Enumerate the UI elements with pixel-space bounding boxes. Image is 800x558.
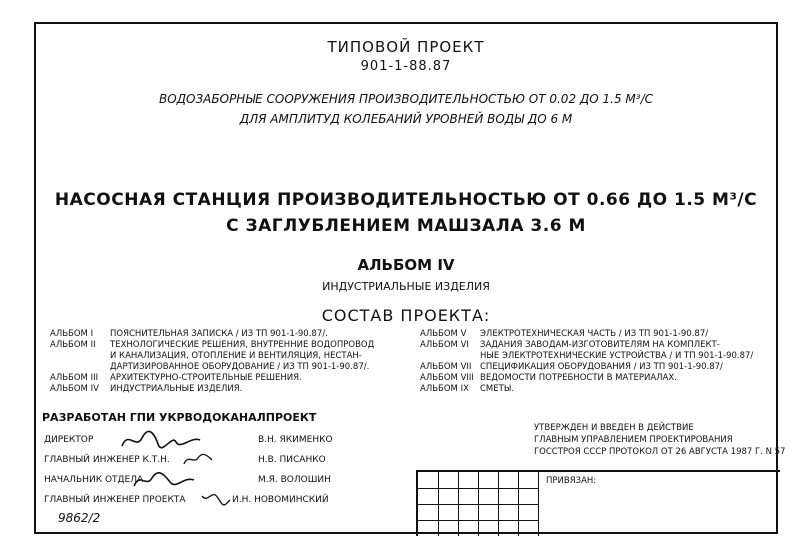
composition-heading: СОСТАВ ПРОЕКТА: [321, 306, 491, 325]
approval-line-3: ГОССТРОЯ СССР ПРОТОКОЛ ОТ 26 АВГУСТА 1987 Г. N 57 [534, 447, 786, 457]
album-text: ВЕДОМОСТИ ПОТРЕБНОСТИ В МАТЕРИАЛАХ. [480, 373, 677, 383]
staff-name-director: В.Н. ЯКИМЕНКО [258, 435, 333, 445]
album-text: СПЕЦИФИКАЦИЯ ОБОРУДОВАНИЯ / ИЗ ТП 901-1-90.87/ [480, 362, 723, 372]
list-item [50, 340, 374, 351]
album-label: АЛЬБОМ VII [420, 362, 472, 372]
album-label: АЛЬБОМ VIII [420, 373, 474, 383]
title-line-2: С ЗАГЛУБЛЕНИЕМ МАШЗАЛА 3.6 М [226, 216, 586, 236]
stamp-row-line [418, 488, 538, 489]
developer-line: РАЗРАБОТАН ГПИ УКРВОДОКАНАЛПРОЕКТ [42, 411, 317, 424]
stamp-divider [538, 472, 539, 536]
signature-chief-project-engineer [202, 495, 230, 505]
title-line-1: НАСОСНАЯ СТАНЦИЯ ПРОИЗВОДИТЕЛЬНОСТЬЮ ОТ 0.66 ДО 1.5 М³/С [54, 190, 758, 210]
album-subtitle: ИНДУСТРИАЛЬНЫЕ ИЗДЕЛИЯ [322, 280, 490, 293]
album-text: ЭЛЕКТРОТЕХНИЧЕСКАЯ ЧАСТЬ / ИЗ ТП 901-1-90.87/ [480, 329, 709, 339]
list-item [50, 373, 374, 384]
album-label: АЛЬБОМ V [420, 329, 467, 339]
list-item [420, 373, 753, 384]
staff-name-chief-engineer: Н.В. ПИСАНКО [258, 455, 326, 465]
signature-chief-engineer [184, 454, 212, 464]
album-label: АЛЬБОМ VI [420, 340, 469, 350]
binding-label: ПРИВЯЗАН: [546, 476, 597, 486]
album-text: ТЕХНОЛОГИЧЕСКИЕ РЕШЕНИЯ, ВНУТРЕННИЕ ВОДОПРОВОД [110, 340, 375, 350]
staff-role-chief-project-engineer: ГЛАВНЫЙ ИНЖЕНЕР ПРОЕКТА [44, 495, 186, 505]
list-item [50, 362, 374, 373]
stamp-row-line [418, 504, 538, 505]
signature-department-head [134, 473, 194, 486]
album-text: ЗАДАНИЯ ЗАВОДАМ-ИЗГОТОВИТЕЛЯМ НА КОМПЛЕКТ- [480, 340, 720, 350]
composition-left-list [50, 329, 374, 395]
list-item [420, 384, 753, 395]
list-item [50, 351, 374, 362]
signatures [114, 424, 234, 514]
staff-role-chief-engineer: ГЛАВНЫЙ ИНЖЕНЕР К.Т.Н. [44, 455, 170, 465]
list-item [50, 384, 374, 395]
album-text: АРХИТЕКТУРНО-СТРОИТЕЛЬНЫЕ РЕШЕНИЯ. [110, 373, 302, 383]
list-item [50, 329, 374, 340]
approval-block [534, 422, 785, 458]
staff-name-department-head: М.Я. ВОЛОШИН [258, 475, 331, 485]
album-title: АЛЬБОМ IV [357, 256, 455, 274]
album-label: АЛЬБОМ III [50, 373, 99, 383]
album-label: АЛЬБОМ IX [420, 384, 469, 394]
approval-line-2: ГЛАВНЫМ УПРАВЛЕНИЕМ ПРОЕКТИРОВАНИЯ [534, 435, 733, 445]
drawing-sheet [34, 22, 786, 534]
album-label: АЛЬБОМ IV [50, 384, 99, 394]
inventory-number: 9862/2 [58, 511, 101, 525]
signature-director [122, 431, 200, 447]
staff-role-director: ДИРЕКТОР [44, 435, 94, 445]
album-text: ДАРТИЗИРОВАННОЕ ОБОРУДОВАНИЕ / ИЗ ТП 901-1-90.87/. [110, 362, 370, 372]
album-label: АЛЬБОМ I [50, 329, 94, 339]
album-text: СМЕТЫ. [480, 384, 515, 394]
list-item [420, 340, 753, 351]
project-code: 901-1-88.87 [360, 59, 452, 74]
composition-right-list [420, 329, 753, 395]
subject-line-2: ДЛЯ АМПЛИТУД КОЛЕБАНИЙ УРОВНЕЙ ВОДЫ ДО 6 М [239, 112, 573, 126]
album-text: И КАНАЛИЗАЦИЯ, ОТОПЛЕНИЕ И ВЕНТИЛЯЦИЯ, НЕСТАН- [110, 351, 362, 361]
approval-line-1: УТВЕРЖДЕН И ВВЕДЕН В ДЕЙСТВИЕ [534, 423, 694, 433]
album-text: НЫЕ ЭЛЕКТРОТЕХНИЧЕСКИЕ УСТРОЙСТВА / И ТП 901-1-90.87/ [480, 351, 754, 361]
project-type: ТИПОВОЙ ПРОЕКТ [327, 38, 485, 56]
stamp-row-line [418, 520, 538, 521]
subject-line-1: ВОДОЗАБОРНЫЕ СООРУЖЕНИЯ ПРОИЗВОДИТЕЛЬНОСТЬЮ ОТ 0.02 ДО 1.5 М³/С [158, 92, 654, 106]
staff-role-department-head: НАЧАЛЬНИК ОТДЕЛА [44, 475, 144, 485]
staff-name-chief-project-engineer: И.Н. НОВОМИНСКИЙ [232, 495, 329, 505]
list-item [420, 362, 753, 373]
binding-stamp-table [416, 470, 780, 536]
album-label: АЛЬБОМ II [50, 340, 96, 350]
album-text: ИНДУСТРИАЛЬНЫЕ ИЗДЕЛИЯ. [110, 384, 243, 394]
list-item [420, 329, 753, 340]
album-text: ПОЯСНИТЕЛЬНАЯ ЗАПИСКА / ИЗ ТП 901-1-90.87/. [110, 329, 328, 339]
list-item [420, 351, 753, 362]
